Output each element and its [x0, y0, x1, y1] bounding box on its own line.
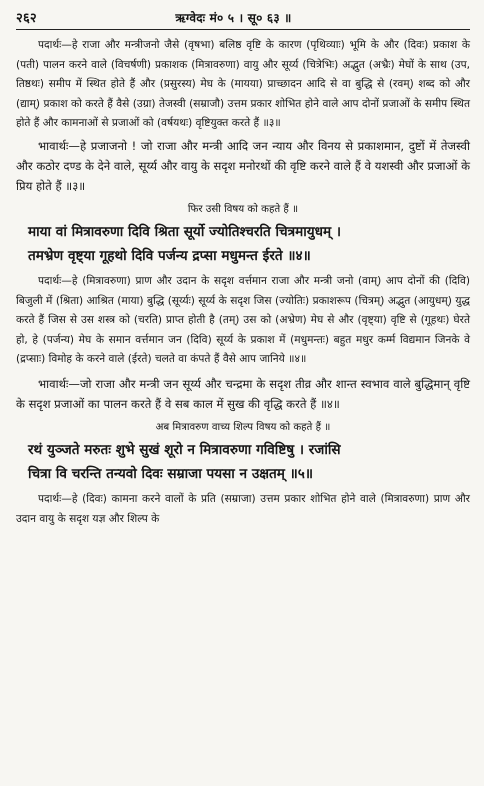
- mantra-5-line-1: रथं युञ्जते मरुतः शुभे सुखं शूरो न मित्रावरुणा गविष्टिषु । रजांसि: [28, 441, 341, 458]
- mantra-4-line-2: तमभ्रेण वृष्ट्या गूहथो दिवि पर्जन्य द्रप्सा मधुमन्त ईरते ॥४॥: [28, 247, 311, 264]
- bhavartha-paragraph-4: भावार्थः—जो राजा और मन्त्री जन सूर्य्य और चन्द्रमा के सदृश तीव्र और शान्त स्वभाव वाले बुद्धिमान् वृष्टि के सदृश प्रजाओं का पालन करते हैं वे सब काल में सुख की वृद्धि करते हैं ॥४॥: [16, 376, 470, 411]
- mantra-4-line-1: माया वां मित्रावरुणा दिवि श्रिता सूर्यो ज्योतिश्चरति चित्रमायुधम् ।: [28, 223, 342, 240]
- padartha-paragraph-4: पदार्थः—हे (मित्रावरुणा) प्राण और उदान के सदृश वर्त्तमान राजा और मन्त्री जनो (वाम्) आप दोनों की (दिवि) बिजुली में (श्रिता) आश्रित (माया) बुद्धि (सूर्य्यः) सूर्य्य के सदृश जिस (ज्योतिः) प्रकाशरूप (चित्रम्) अद्भुत (आयुधम्) युद्ध करते हैं जिस से उस शस्त्र को (चरति) प्राप्त होती है (तम्) उस को (अभ्रेण) मेघ से और (वृष्ट्या) वृष्टि से (गूहथः) घेरते हो, हे (पर्जन्य) मेघ के समान वर्त्तमान जन (दिवि) सूर्य्य के प्रकाश में (मधुमन्तः) बहुत मधुर कर्म्म विद्यमान जिनके वे (द्रप्साः) विमोह के करने वाले (ईरते) चलते वा कंपते हैं वैसे आप जानिये ॥४॥: [16, 274, 470, 366]
- page-number: २६२: [16, 11, 37, 26]
- section-intro-2: अब मित्रावरुण वाच्य शिल्प विषय को कहते हैं ॥: [155, 421, 331, 433]
- padartha-paragraph-3: पदार्थः—हे राजा और मन्त्रीजनो जैसे (वृषभा) बलिष्ठ वृष्टि के कारण (पृथिव्याः) भूमि के और (दिवः) प्रकाश के (पती) पालन करने वाले (विचर्षणी) प्रकाशक (मित्रावरुणा) वायु और सूर्य्य (चित्रेभिः) अद्भुत (अभ्रैः) मेघों के साथ (उप, तिष्ठथः) समीप में स्थित होते हैं और (प्रसुरस्य) मेघ के (मायया) प्राच्छादन आदि से वा बुद्धि से (रवम्) शब्द को और (द्याम्) प्रकाश को करते हैं वैसे (उग्रा) तेजस्वी (सम्राजौ) उत्तम प्रकार शोभित होने वाले आप दोनों प्रजाओं के समीप स्थित होते हैं और कामनाओं से प्रजाओं को (वर्षयथः) वृष्टियुक्त करते हैं ॥३॥: [16, 39, 470, 130]
- running-title: ऋग्वेदः मं० ५ । सू० ६३ ॥: [175, 11, 292, 25]
- page-header: [16, 8, 470, 30]
- padartha-paragraph-5: पदार्थः—हे (दिवः) कामना करने वालों के प्रति (सम्राजा) उत्तम प्रकार शोभित होने वाले (मित्रावरुणा) प्राण और उदान वायु के सदृश यज्ञ और शिल्प के: [16, 492, 470, 525]
- section-intro-1: फिर उसी विषय को कहते हैं ॥: [187, 203, 299, 215]
- mantra-5-line-2: चित्रा वि चरन्ति तन्यवो दिवः सम्राजा पयसा न उक्षतम् ॥५॥: [28, 465, 313, 482]
- bhavartha-paragraph-3: भावार्थः—हे प्रजाजनो ! जो राजा और मन्त्री आदि जन न्याय और विनय से प्रकाशमान, दुष्टों में तेजस्वी और कठोर दण्ड के देने वाले, सूर्य्य और वायु के सदृश मनोरथों की वृष्टि करने वाले हैं वे यशस्वी और प्रजाओं के प्रिय होते हैं ॥३॥: [16, 138, 470, 193]
